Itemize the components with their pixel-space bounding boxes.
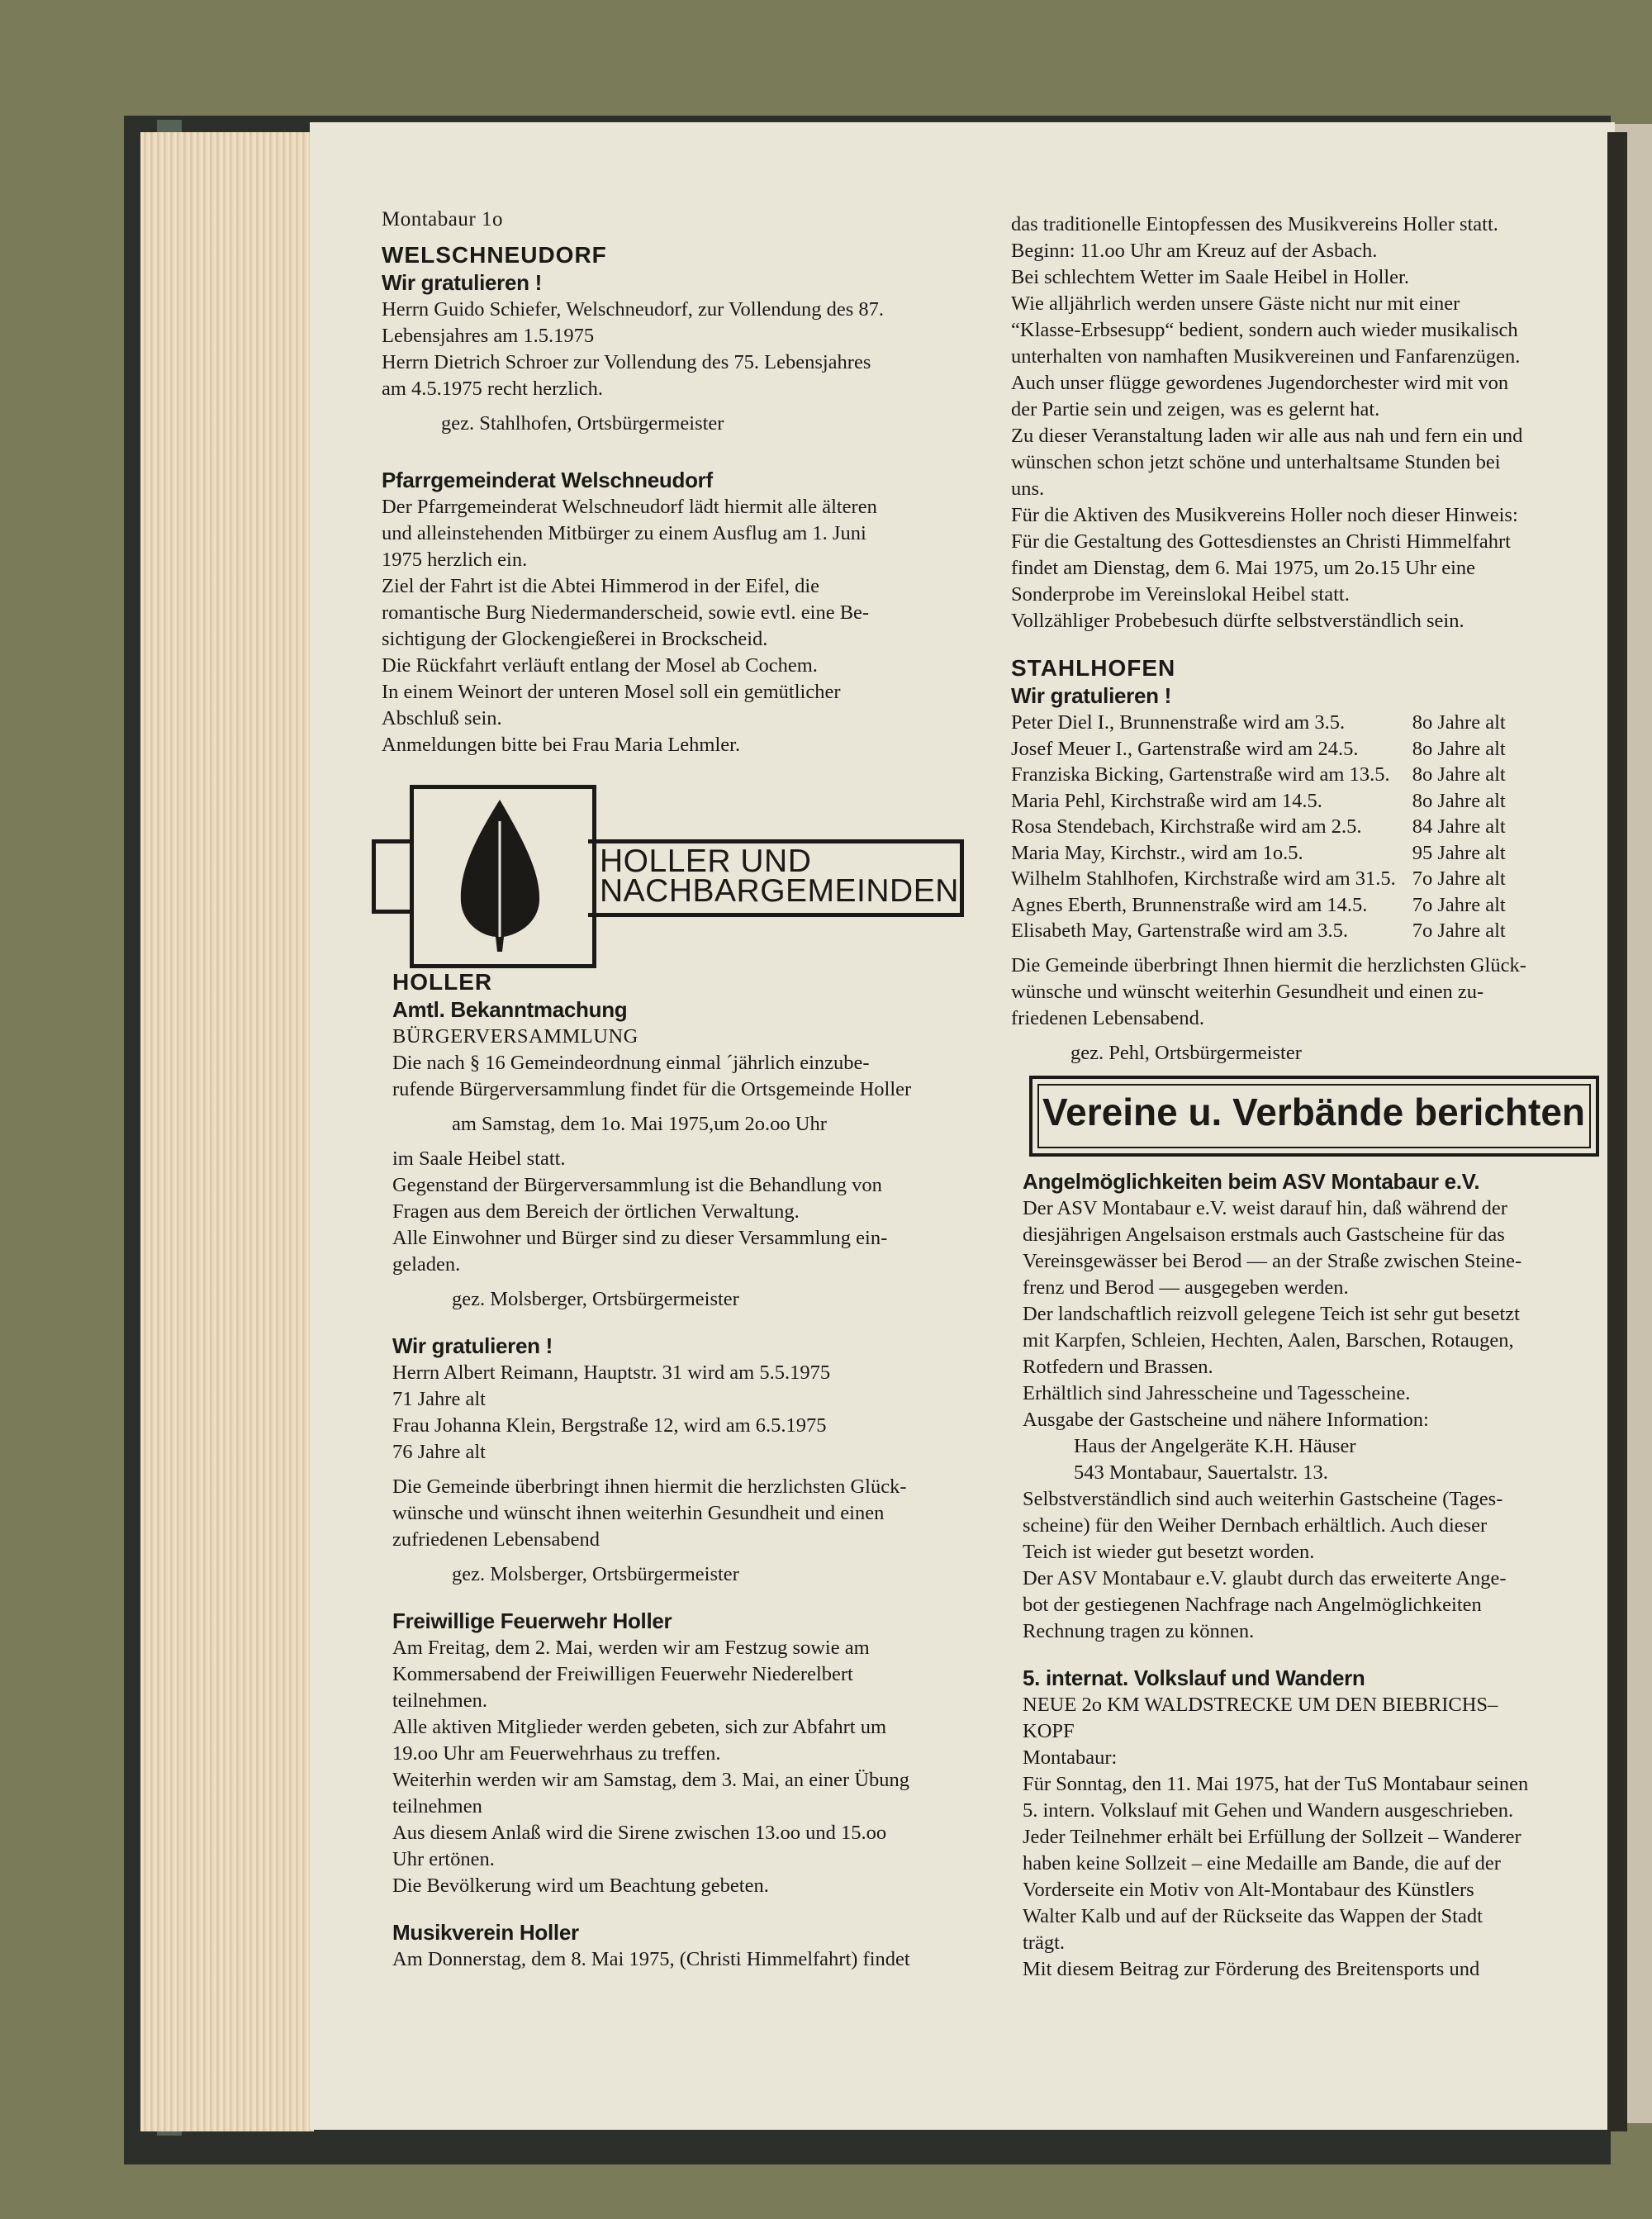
row-age: 7o Jahre alt bbox=[1412, 867, 1506, 890]
section-title-volkslauf: 5. internat. Volkslauf und Wandern bbox=[1023, 1665, 1365, 1690]
vereine-banner-text: Vereine u. Verbände berichten bbox=[1042, 1090, 1586, 1133]
text-line: scheine) für den Weiher Dernbach erhältlich. Auch dieser bbox=[1023, 1514, 1488, 1537]
text-line: das traditionelle Eintopfessen des Musikvereins Holler statt. bbox=[1011, 213, 1498, 235]
text-line: teilnehmen bbox=[392, 1795, 482, 1817]
section-title-angel: Angelmöglichkeiten beim ASV Montabaur e.V. bbox=[1023, 1169, 1480, 1194]
text-line: Gegenstand der Bürgerversammlung ist die Behandlung von bbox=[392, 1174, 882, 1196]
text-line: diesjährigen Angelsaison erstmals auch Gastscheine für das bbox=[1023, 1224, 1505, 1246]
text-line: 5. intern. Volkslauf mit Gehen und Wandern ausgeschrieben. bbox=[1023, 1799, 1514, 1822]
row-age: 95 Jahre alt bbox=[1412, 841, 1506, 864]
caps-line: BÜRGERVERSAMMLUNG bbox=[392, 1025, 638, 1048]
text-line: Wie alljährlich werden unsere Gäste nicht nur mit einer bbox=[1011, 292, 1460, 315]
text-line: und alleinstehenden Mitbürger zu einem Ausflug am 1. Juni bbox=[382, 522, 866, 544]
section-title-holler: HOLLER bbox=[392, 969, 493, 995]
page-label: Montabaur 1o bbox=[382, 208, 503, 230]
text-line: Bei schlechtem Wetter im Saale Heibel in Holler. bbox=[1011, 266, 1409, 288]
table-row bbox=[1011, 736, 1506, 763]
text-line: 76 Jahre alt bbox=[392, 1441, 486, 1463]
leaf-icon bbox=[454, 796, 545, 953]
text-line: wünsche und wünscht ihnen weiterhin Gesundheit und einen bbox=[392, 1502, 885, 1524]
table-row bbox=[1011, 762, 1506, 788]
text-line: “Klasse-Erbsesupp“ bedient, sondern auch wieder musikalisch bbox=[1011, 319, 1518, 341]
row-text: Franziska Bicking, Gartenstraße wird am 13.5. bbox=[1011, 763, 1390, 786]
text-line: findet am Dienstag, dem 6. Mai 1975, um 2o.15 Uhr eine bbox=[1011, 557, 1476, 579]
text-line: Für Sonntag, den 11. Mai 1975, hat der TuS Montabaur seinen bbox=[1023, 1773, 1529, 1795]
text-line: Zu dieser Veranstaltung laden wir alle aus nah und fern ein und bbox=[1011, 425, 1523, 447]
text-line: romantische Burg Niedermanderscheid, sowie evtl. eine Be- bbox=[382, 601, 870, 624]
row-age: 7o Jahre alt bbox=[1412, 919, 1506, 942]
text-line: im Saale Heibel statt. bbox=[392, 1148, 566, 1170]
text-line: Aus diesem Anlaß wird die Sirene zwischen 13.oo und 15.oo bbox=[392, 1822, 887, 1844]
text-line: friedenen Lebensabend. bbox=[1011, 1006, 1204, 1029]
text-line: Am Donnerstag, dem 8. Mai 1975, (Christi Himmelfahrt) findet bbox=[392, 1948, 910, 1970]
text-line: frenz und Berod — ausgegeben werden. bbox=[1023, 1276, 1349, 1299]
section-title-gratulieren: Wir gratulieren ! bbox=[392, 1333, 553, 1358]
text-line: KOPF bbox=[1023, 1720, 1075, 1742]
text-line: Vereinsgewässer bei Berod — an der Straße zwischen Steine- bbox=[1023, 1250, 1522, 1272]
date-line: am Samstag, dem 1o. Mai 1975,um 2o.oo Uhr bbox=[452, 1113, 827, 1135]
text-line: Alle aktiven Mitglieder werden gebeten, sich zur Abfahrt um bbox=[392, 1716, 887, 1738]
table-row bbox=[1011, 710, 1506, 736]
text-line: Abschluß sein. bbox=[382, 707, 502, 729]
row-text: Maria May, Kirchstr., wird am 1o.5. bbox=[1011, 841, 1303, 864]
text-line: Rechnung tragen zu können. bbox=[1023, 1620, 1255, 1642]
emblem-line-1: HOLLER UND bbox=[600, 843, 812, 879]
text-line: Vorderseite ein Motiv von Alt-Montabaur des Künstlers bbox=[1023, 1879, 1474, 1901]
page-edges bbox=[140, 132, 314, 2131]
text-line: Am Freitag, dem 2. Mai, werden wir am Festzug sowie am bbox=[392, 1637, 870, 1659]
text-line: Die nach § 16 Gemeindeordnung einmal ´jährlich einzube- bbox=[392, 1052, 870, 1074]
text-line: Für die Aktiven des Musikvereins Holler noch dieser Hinweis: bbox=[1011, 504, 1518, 526]
left-column-top bbox=[382, 207, 884, 758]
text-line: Kommersabend der Freiwilligen Feuerwehr Niederelbert bbox=[392, 1663, 853, 1685]
text-line: Der ASV Montabaur e.V. glaubt durch das erweiterte Ange- bbox=[1023, 1567, 1507, 1589]
text-line: haben keine Sollzeit – eine Medaille am Bande, die auf der bbox=[1023, 1852, 1501, 1875]
text-line: Uhr ertönen. bbox=[392, 1848, 495, 1870]
table-row bbox=[1011, 840, 1506, 867]
table-row bbox=[1011, 788, 1506, 815]
text-line: Die Bevölkerung wird um Beachtung gebeten. bbox=[392, 1875, 769, 1897]
text-line: trägt. bbox=[1023, 1932, 1066, 1954]
text-line: Die Rückfahrt verläuft entlang der Mosel ab Cochem. bbox=[382, 654, 818, 677]
text-line: geladen. bbox=[392, 1253, 461, 1276]
text-line: Sonderprobe im Vereinslokal Heibel statt. bbox=[1011, 583, 1350, 606]
text-line: wünschen schon jetzt schöne und unterhaltsame Stunden bei bbox=[1011, 451, 1501, 473]
text-line: 71 Jahre alt bbox=[392, 1388, 486, 1410]
text-line: In einem Weinort der unteren Mosel soll ein gemütlicher bbox=[382, 681, 841, 703]
text-line: teilnehmen. bbox=[392, 1689, 487, 1712]
vereine-banner bbox=[1029, 1076, 1599, 1157]
row-age: 8o Jahre alt bbox=[1412, 789, 1506, 812]
text-line: Vollzähliger Probebesuch dürfte selbstverständlich sein. bbox=[1011, 610, 1464, 632]
text-line: Der Pfarrgemeinderat Welschneudorf lädt hiermit alle älteren bbox=[382, 496, 877, 518]
text-line: Teich ist wieder gut besetzt worden. bbox=[1023, 1541, 1315, 1563]
section-title-welschneudorf: WELSCHNEUDORF bbox=[382, 242, 607, 268]
row-age: 8o Jahre alt bbox=[1412, 763, 1506, 786]
text-line: Frau Johanna Klein, Bergstraße 12, wird am 6.5.1975 bbox=[392, 1414, 827, 1437]
text-line: Montabaur: bbox=[1023, 1746, 1118, 1769]
text-line: Lebensjahres am 1.5.1975 bbox=[382, 325, 595, 347]
text-line: 19.oo Uhr am Feuerwehrhaus zu treffen. bbox=[392, 1742, 721, 1765]
text-line: mit Karpfen, Schleien, Hechten, Aalen, Barschen, Rotaugen, bbox=[1023, 1329, 1514, 1352]
emblem-line-2: NACHBARGEMEINDEN bbox=[600, 873, 959, 909]
text-line: Fragen aus dem Bereich der örtlichen Verwaltung. bbox=[392, 1200, 800, 1223]
right-column-top bbox=[1011, 211, 1526, 1067]
section-title-stahlhofen: STAHLHOFEN bbox=[1011, 655, 1176, 681]
signature: gez. Molsberger, Ortsbürgermeister bbox=[452, 1563, 739, 1585]
text-line: am 4.5.1975 recht herzlich. bbox=[382, 378, 604, 400]
section-subtitle: Wir gratulieren ! bbox=[382, 270, 543, 295]
address-line: Haus der Angelgeräte K.H. Häuser bbox=[1074, 1435, 1356, 1457]
text-line: Walter Kalb und auf der Rückseite das Wappen der Stadt bbox=[1023, 1905, 1483, 1927]
text-line: wünsche und wünscht weiterhin Gesundheit und einen zu- bbox=[1011, 980, 1484, 1003]
text-line: Für die Gestaltung des Gottesdienstes an Christi Himmelfahrt bbox=[1011, 530, 1511, 553]
holler-emblem bbox=[372, 785, 975, 965]
row-text: Agnes Eberth, Brunnenstraße wird am 14.5. bbox=[1011, 893, 1368, 916]
text-line: Alle Einwohner und Bürger sind zu dieser Versammlung ein- bbox=[392, 1227, 888, 1249]
text-line: Die Gemeinde überbringt ihnen hiermit die herzlichsten Glück- bbox=[392, 1475, 907, 1498]
birthday-table bbox=[1011, 710, 1506, 944]
signature: gez. Pehl, Ortsbürgermeister bbox=[1070, 1041, 1302, 1064]
table-row bbox=[1011, 892, 1506, 919]
text-line: der Partie sein und zeigen, was es gelernt hat. bbox=[1011, 398, 1380, 421]
text-line: bot der gestiegenen Nachfrage nach Angelmöglichkeiten bbox=[1023, 1594, 1482, 1616]
text-line: Anmeldungen bitte bei Frau Maria Lehmler. bbox=[382, 734, 741, 756]
text-line: Der ASV Montabaur e.V. weist darauf hin, daß während der bbox=[1023, 1197, 1507, 1219]
page-gutter-shadow bbox=[1607, 132, 1627, 2131]
text-line: Ausgabe der Gastscheine und nähere Information: bbox=[1023, 1409, 1429, 1431]
row-age: 84 Jahre alt bbox=[1412, 815, 1506, 838]
text-line: Herrn Guido Schiefer, Welschneudorf, zur Vollendung des 87. bbox=[382, 298, 885, 321]
signature: gez. Molsberger, Ortsbürgermeister bbox=[452, 1288, 739, 1310]
text-line: Herrn Albert Reimann, Hauptstr. 31 wird am 5.5.1975 bbox=[392, 1361, 831, 1384]
row-text: Josef Meuer I., Gartenstraße wird am 24.5. bbox=[1011, 737, 1359, 760]
row-age: 7o Jahre alt bbox=[1412, 893, 1506, 916]
text-line: Erhältlich sind Jahresscheine und Tagesscheine. bbox=[1023, 1382, 1411, 1404]
text-line: rufende Bürgerversammlung findet für die Ortsgemeinde Holler bbox=[392, 1078, 912, 1100]
text-line: NEUE 2o KM WALDSTRECKE UM DEN BIEBRICHS– bbox=[1023, 1694, 1498, 1716]
text-line: Beginn: 11.oo Uhr am Kreuz auf der Asbach. bbox=[1011, 240, 1378, 262]
text-line: Selbstverständlich sind auch weiterhin Gastscheine (Tages- bbox=[1023, 1488, 1503, 1510]
table-row bbox=[1011, 918, 1506, 944]
row-text: Elisabeth May, Gartenstraße wird am 3.5. bbox=[1011, 919, 1348, 942]
section-subtitle: Wir gratulieren ! bbox=[1011, 683, 1172, 708]
text-line: Weiterhin werden wir am Samstag, dem 3. Mai, an einer Übung bbox=[392, 1769, 910, 1791]
text-line: Die Gemeinde überbringt Ihnen hiermit die herzlichsten Glück- bbox=[1011, 953, 1526, 976]
section-title-pfarrgemeinderat: Pfarrgemeinderat Welschneudorf bbox=[382, 468, 713, 492]
emblem-banner bbox=[588, 839, 964, 917]
right-column-bottom bbox=[1023, 1168, 1528, 1983]
table-row bbox=[1011, 814, 1506, 840]
text-line: Der landschaftlich reizvoll gelegene Teich ist sehr gut besetzt bbox=[1023, 1303, 1520, 1325]
text-line: Ziel der Fahrt ist die Abtei Himmerod in der Eifel, die bbox=[382, 575, 820, 597]
row-age: 8o Jahre alt bbox=[1412, 711, 1506, 734]
text-line: 1975 herzlich ein. bbox=[382, 549, 528, 571]
left-column-bottom bbox=[392, 968, 911, 1973]
text-line: Auch unser flügge gewordenes Jugendorchester wird mit von bbox=[1011, 372, 1509, 394]
text-line: zufriedenen Lebensabend bbox=[392, 1528, 600, 1551]
text-line: Mit diesem Beitrag zur Förderung des Breitensports und bbox=[1023, 1958, 1480, 1980]
signature: gez. Stahlhofen, Ortsbürgermeister bbox=[441, 412, 724, 435]
table-row bbox=[1011, 866, 1506, 892]
row-text: Rosa Stendebach, Kirchstraße wird am 2.5. bbox=[1011, 815, 1362, 838]
row-text: Peter Diel I., Brunnenstraße wird am 3.5. bbox=[1011, 711, 1346, 734]
row-text: Wilhelm Stahlhofen, Kirchstraße wird am 31.5. bbox=[1011, 867, 1396, 890]
text-line: sichtigung der Glockengießerei in Brockscheid. bbox=[382, 628, 768, 650]
section-subtitle: Amtl. Bekanntmachung bbox=[392, 997, 628, 1022]
section-title-feuerwehr: Freiwillige Feuerwehr Holler bbox=[392, 1608, 672, 1633]
text-line: uns. bbox=[1011, 478, 1045, 500]
text-line: unterhalten von namhaften Musikvereinen und Fanfarenzügen. bbox=[1011, 345, 1521, 368]
row-text: Maria Pehl, Kirchstraße wird am 14.5. bbox=[1011, 789, 1322, 812]
text-line: Rotfedern und Brassen. bbox=[1023, 1356, 1213, 1378]
section-title-musikverein: Musikverein Holler bbox=[392, 1920, 579, 1945]
text-line: Jeder Teilnehmer erhält bei Erfüllung der Sollzeit – Wanderer bbox=[1023, 1826, 1521, 1848]
address-line: 543 Montabaur, Sauertalstr. 13. bbox=[1074, 1461, 1328, 1484]
text-line: Herrn Dietrich Schroer zur Vollendung des 75. Lebensjahres bbox=[382, 351, 871, 373]
row-age: 8o Jahre alt bbox=[1412, 737, 1506, 760]
